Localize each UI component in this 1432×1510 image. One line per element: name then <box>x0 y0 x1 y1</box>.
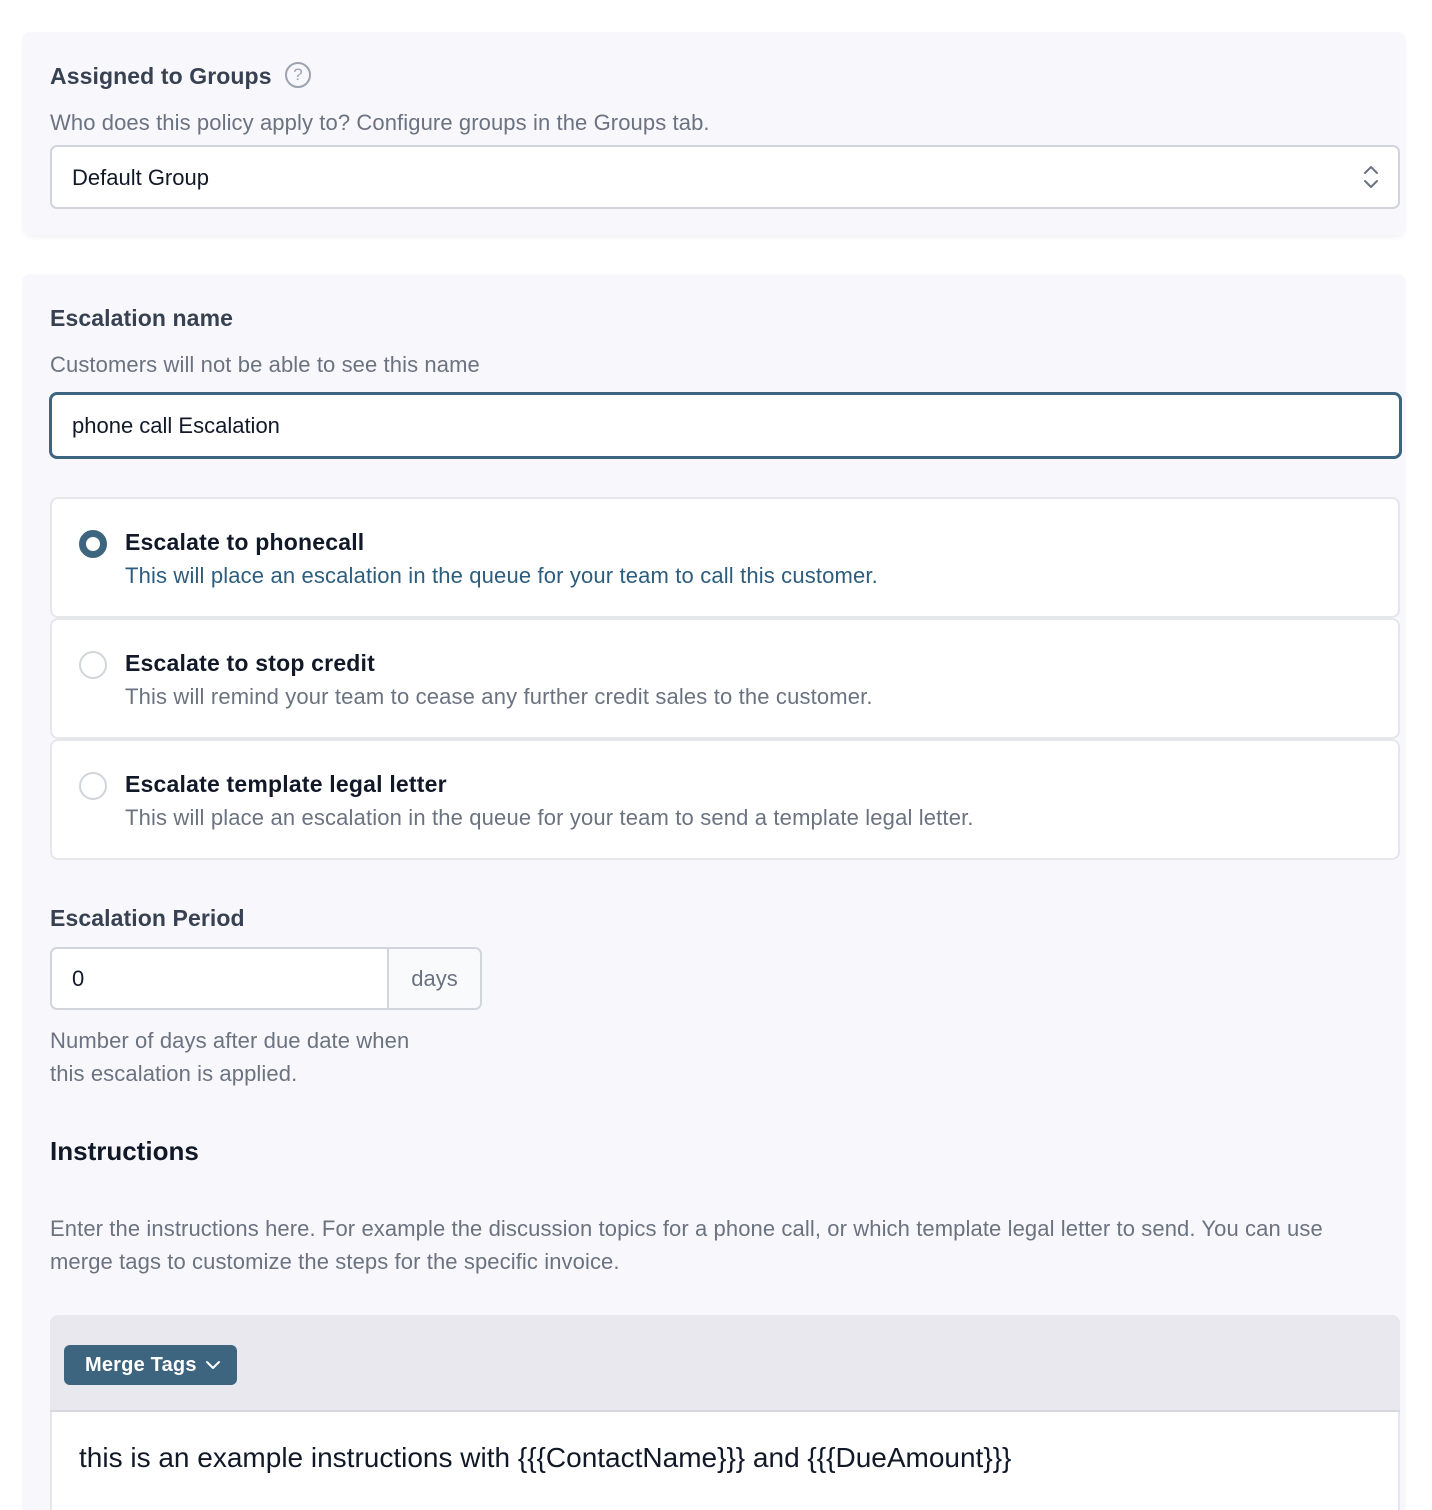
radio-option-title: Escalate to phonecall <box>125 529 365 555</box>
period-unit-addon: days <box>387 949 480 1008</box>
radio-button[interactable] <box>79 772 107 800</box>
escalation-period-label: Escalation Period <box>50 905 245 931</box>
radio-option-desc: This will place an escalation in the queue for your team to call this customer. <box>125 563 878 588</box>
radio-button[interactable] <box>79 651 107 679</box>
chevron-up-down-icon <box>1362 163 1380 191</box>
escalation-type-radio-group <box>50 497 1400 860</box>
radio-option-title: Escalate to stop credit <box>125 650 376 676</box>
radio-option-stop-credit[interactable] <box>50 618 1400 739</box>
radio-option-legal-letter[interactable] <box>50 739 1400 860</box>
escalation-name-input[interactable] <box>49 392 1402 459</box>
escalation-name-label: Escalation name <box>50 305 234 331</box>
escalation-period-field <box>50 947 482 1010</box>
escalation-card <box>22 274 1406 1510</box>
radio-option-phonecall[interactable] <box>50 497 1400 618</box>
instructions-text: this is an example instructions with {{{ContactName}}} and {{{DueAmount}}} <box>79 1442 1012 1473</box>
instructions-hint: Enter the instructions here. For example the discussion topics for a phone call, or which template legal letter to send. You can use merge tags to customize the steps for the specific invoice. <box>50 1216 1323 1274</box>
radio-option-title: Escalate template legal letter <box>125 771 447 797</box>
chevron-down-icon <box>205 1360 221 1370</box>
radio-option-desc: This will place an escalation in the queue for your team to send a template legal letter. <box>125 805 974 830</box>
escalation-name-value: phone call Escalation <box>72 413 280 438</box>
radio-button-checked[interactable] <box>79 530 107 558</box>
instructions-editor <box>50 1315 1400 1510</box>
groups-label: Assigned to Groups <box>50 63 272 89</box>
groups-card <box>22 32 1406 235</box>
group-select[interactable] <box>50 145 1400 209</box>
radio-option-desc: This will remind your team to cease any further credit sales to the customer. <box>125 684 873 709</box>
groups-hint: Who does this policy apply to? Configure groups in the Groups tab. <box>50 110 710 135</box>
merge-tags-label: Merge Tags <box>85 1354 197 1376</box>
editor-toolbar <box>50 1315 1400 1412</box>
question-circle-icon[interactable]: ? <box>285 62 311 88</box>
group-select-value: Default Group <box>72 165 209 190</box>
instructions-textarea[interactable] <box>50 1412 1400 1510</box>
instructions-title: Instructions <box>50 1136 199 1166</box>
escalation-name-hint: Customers will not be able to see this name <box>50 352 480 377</box>
escalation-period-hint-line1: Number of days after due date when <box>50 1028 410 1053</box>
escalation-period-hint-line2: this escalation is applied. <box>50 1061 298 1086</box>
merge-tags-button[interactable] <box>64 1345 237 1385</box>
escalation-period-input[interactable]: 0 <box>72 966 85 991</box>
